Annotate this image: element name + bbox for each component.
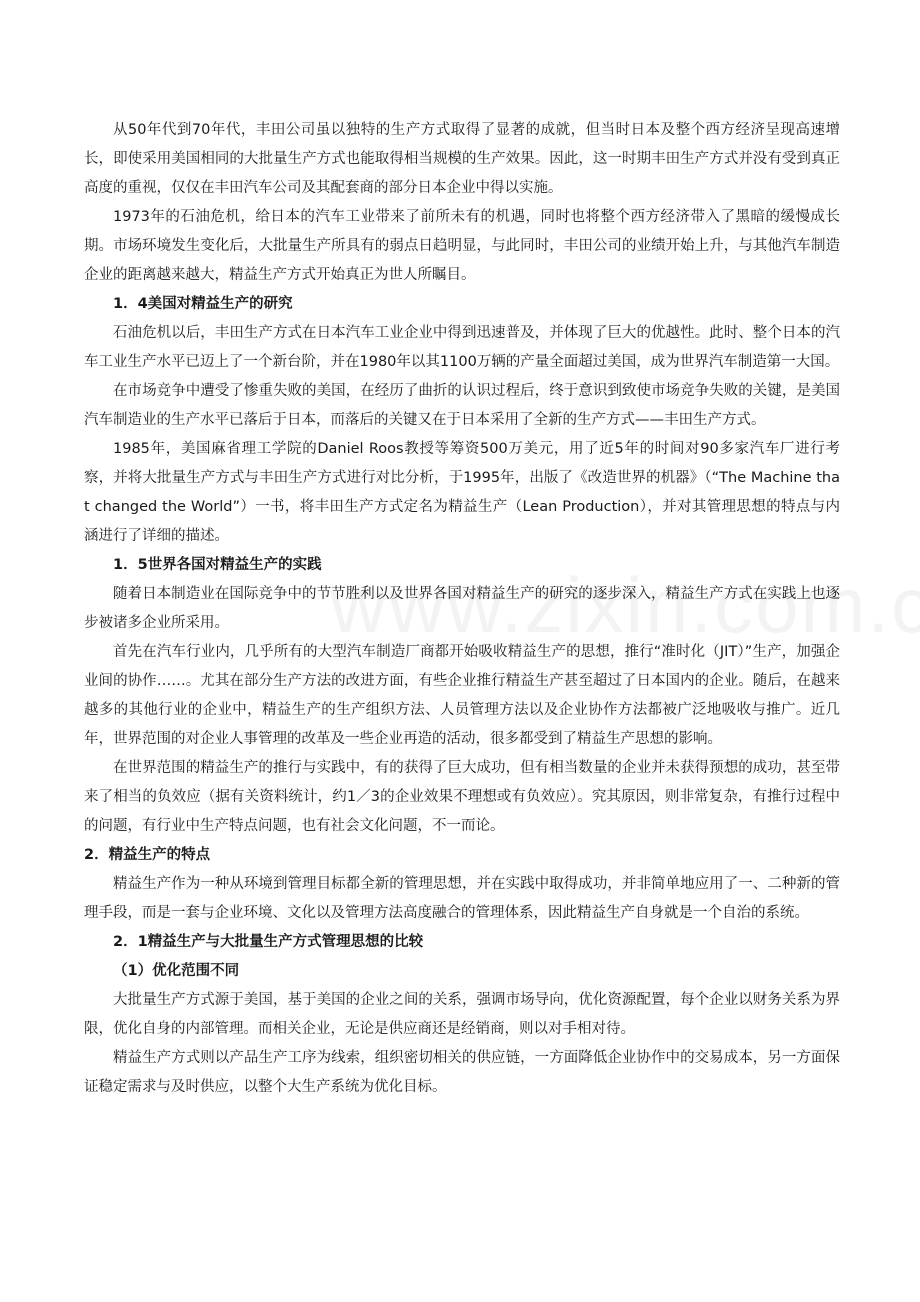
section-heading: 2．1精益生产与大批量生产方式管理思想的比较 (113, 934, 424, 950)
document-body (84, 116, 840, 1102)
section-heading: 1．5世界各国对精益生产的实践 (113, 557, 322, 573)
paragraph: 1973年的石油危机，给日本的汽车工业带来了前所未有的机遇，同时也将整个西方经济带入了黑暗的缓慢成长期。市场环境发生变化后，大批量生产所具有的弱点日趋明显，与此同时，丰田公司的业绩开始上升，与其他汽车制造企业的距离越来越大，精益生产方式开始真正为世人所瞩目。 (84, 209, 840, 283)
paragraph: 1985年，美国麻省理工学院的Daniel Roos教授等筹资500万美元，用了近5年的时间对90多家汽车厂进行考察，并将大批量生产方式与丰田生产方式进行对比分析，于1995年，出版了《改造世界的机器》（“The Machine that changed the World”）一书，将丰田生产方式定名为精益生产（Lean Production），并对其管理思想的特点与内涵进行了详细的描述。 (84, 441, 840, 544)
section-heading: 2．精益生产的特点 (84, 847, 211, 863)
paragraph: 在世界范围的精益生产的推行与实践中，有的获得了巨大成功，但有相当数量的企业并未获得预想的成功，甚至带来了相当的负效应（据有关资料统计，约1／3的企业效果不理想或有负效应）。究其原因，则非常复杂，有推行过程中的问题，有行业中生产特点问题，也有社会文化问题，不一而论。 (84, 760, 840, 834)
section-heading: 1．4美国对精益生产的研究 (113, 296, 293, 312)
paragraph: 精益生产方式则以产品生产工序为线索，组织密切相关的供应链，一方面降低企业协作中的交易成本，另一方面保证稳定需求与及时供应，以整个大生产系统为优化目标。 (84, 1050, 840, 1095)
paragraph: 在市场竞争中遭受了惨重失败的美国，在经历了曲折的认识过程后，终于意识到致使市场竞争失败的关键，是美国汽车制造业的生产水平已落后于日本，而落后的关键又在于日本采用了全新的生产方式——丰田生产方式。 (84, 383, 840, 428)
section-heading: （1）优化范围不同 (113, 963, 240, 979)
paragraph: 从50年代到70年代，丰田公司虽以独特的生产方式取得了显著的成就，但当时日本及整个西方经济呈现高速增长，即使采用美国相同的大批量生产方式也能取得相当规模的生产效果。因此，这一时期丰田生产方式并没有受到真正高度的重视，仅仅在丰田汽车公司及其配套商的部分日本企业中得以实施。 (84, 122, 840, 196)
paragraph: 石油危机以后，丰田生产方式在日本汽车工业企业中得到迅速普及，并体现了巨大的优越性。此时、整个日本的汽车工业生产水平已迈上了一个新台阶，并在1980年以其1100万辆的产量全面超过美国，成为世界汽车制造第一大国。 (84, 325, 840, 370)
paragraph: 大批量生产方式源于美国，基于美国的企业之间的关系，强调市场导向，优化资源配置，每个企业以财务关系为界限，优化自身的内部管理。而相关企业，无论是供应商还是经销商，则以对手相对待。 (84, 992, 840, 1037)
paragraph: 首先在汽车行业内，几乎所有的大型汽车制造厂商都开始吸收精益生产的思想，推行“准时化（JIT）”生产，加强企业间的协作……。尤其在部分生产方法的改进方面，有些企业推行精益生产甚至超过了日本国内的企业。随后，在越来越多的其他行业的企业中，精益生产的生产组织方法、人员管理方法以及企业协作方法都被广泛地吸收与推广。近几年，世界范围的对企业人事管理的改革及一些企业再造的活动，很多都受到了精益生产思想的影响。 (84, 644, 840, 747)
paragraph: 随着日本制造业在国际竞争中的节节胜利以及世界各国对精益生产的研究的逐步深入，精益生产方式在实践上也逐步被诸多企业所采用。 (84, 586, 840, 631)
paragraph: 精益生产作为一种从环境到管理目标都全新的管理思想，并在实践中取得成功，并非简单地应用了一、二种新的管理手段，而是一套与企业环境、文化以及管理方法高度融合的管理体系，因此精益生产自身就是一个自治的系统。 (84, 876, 840, 921)
